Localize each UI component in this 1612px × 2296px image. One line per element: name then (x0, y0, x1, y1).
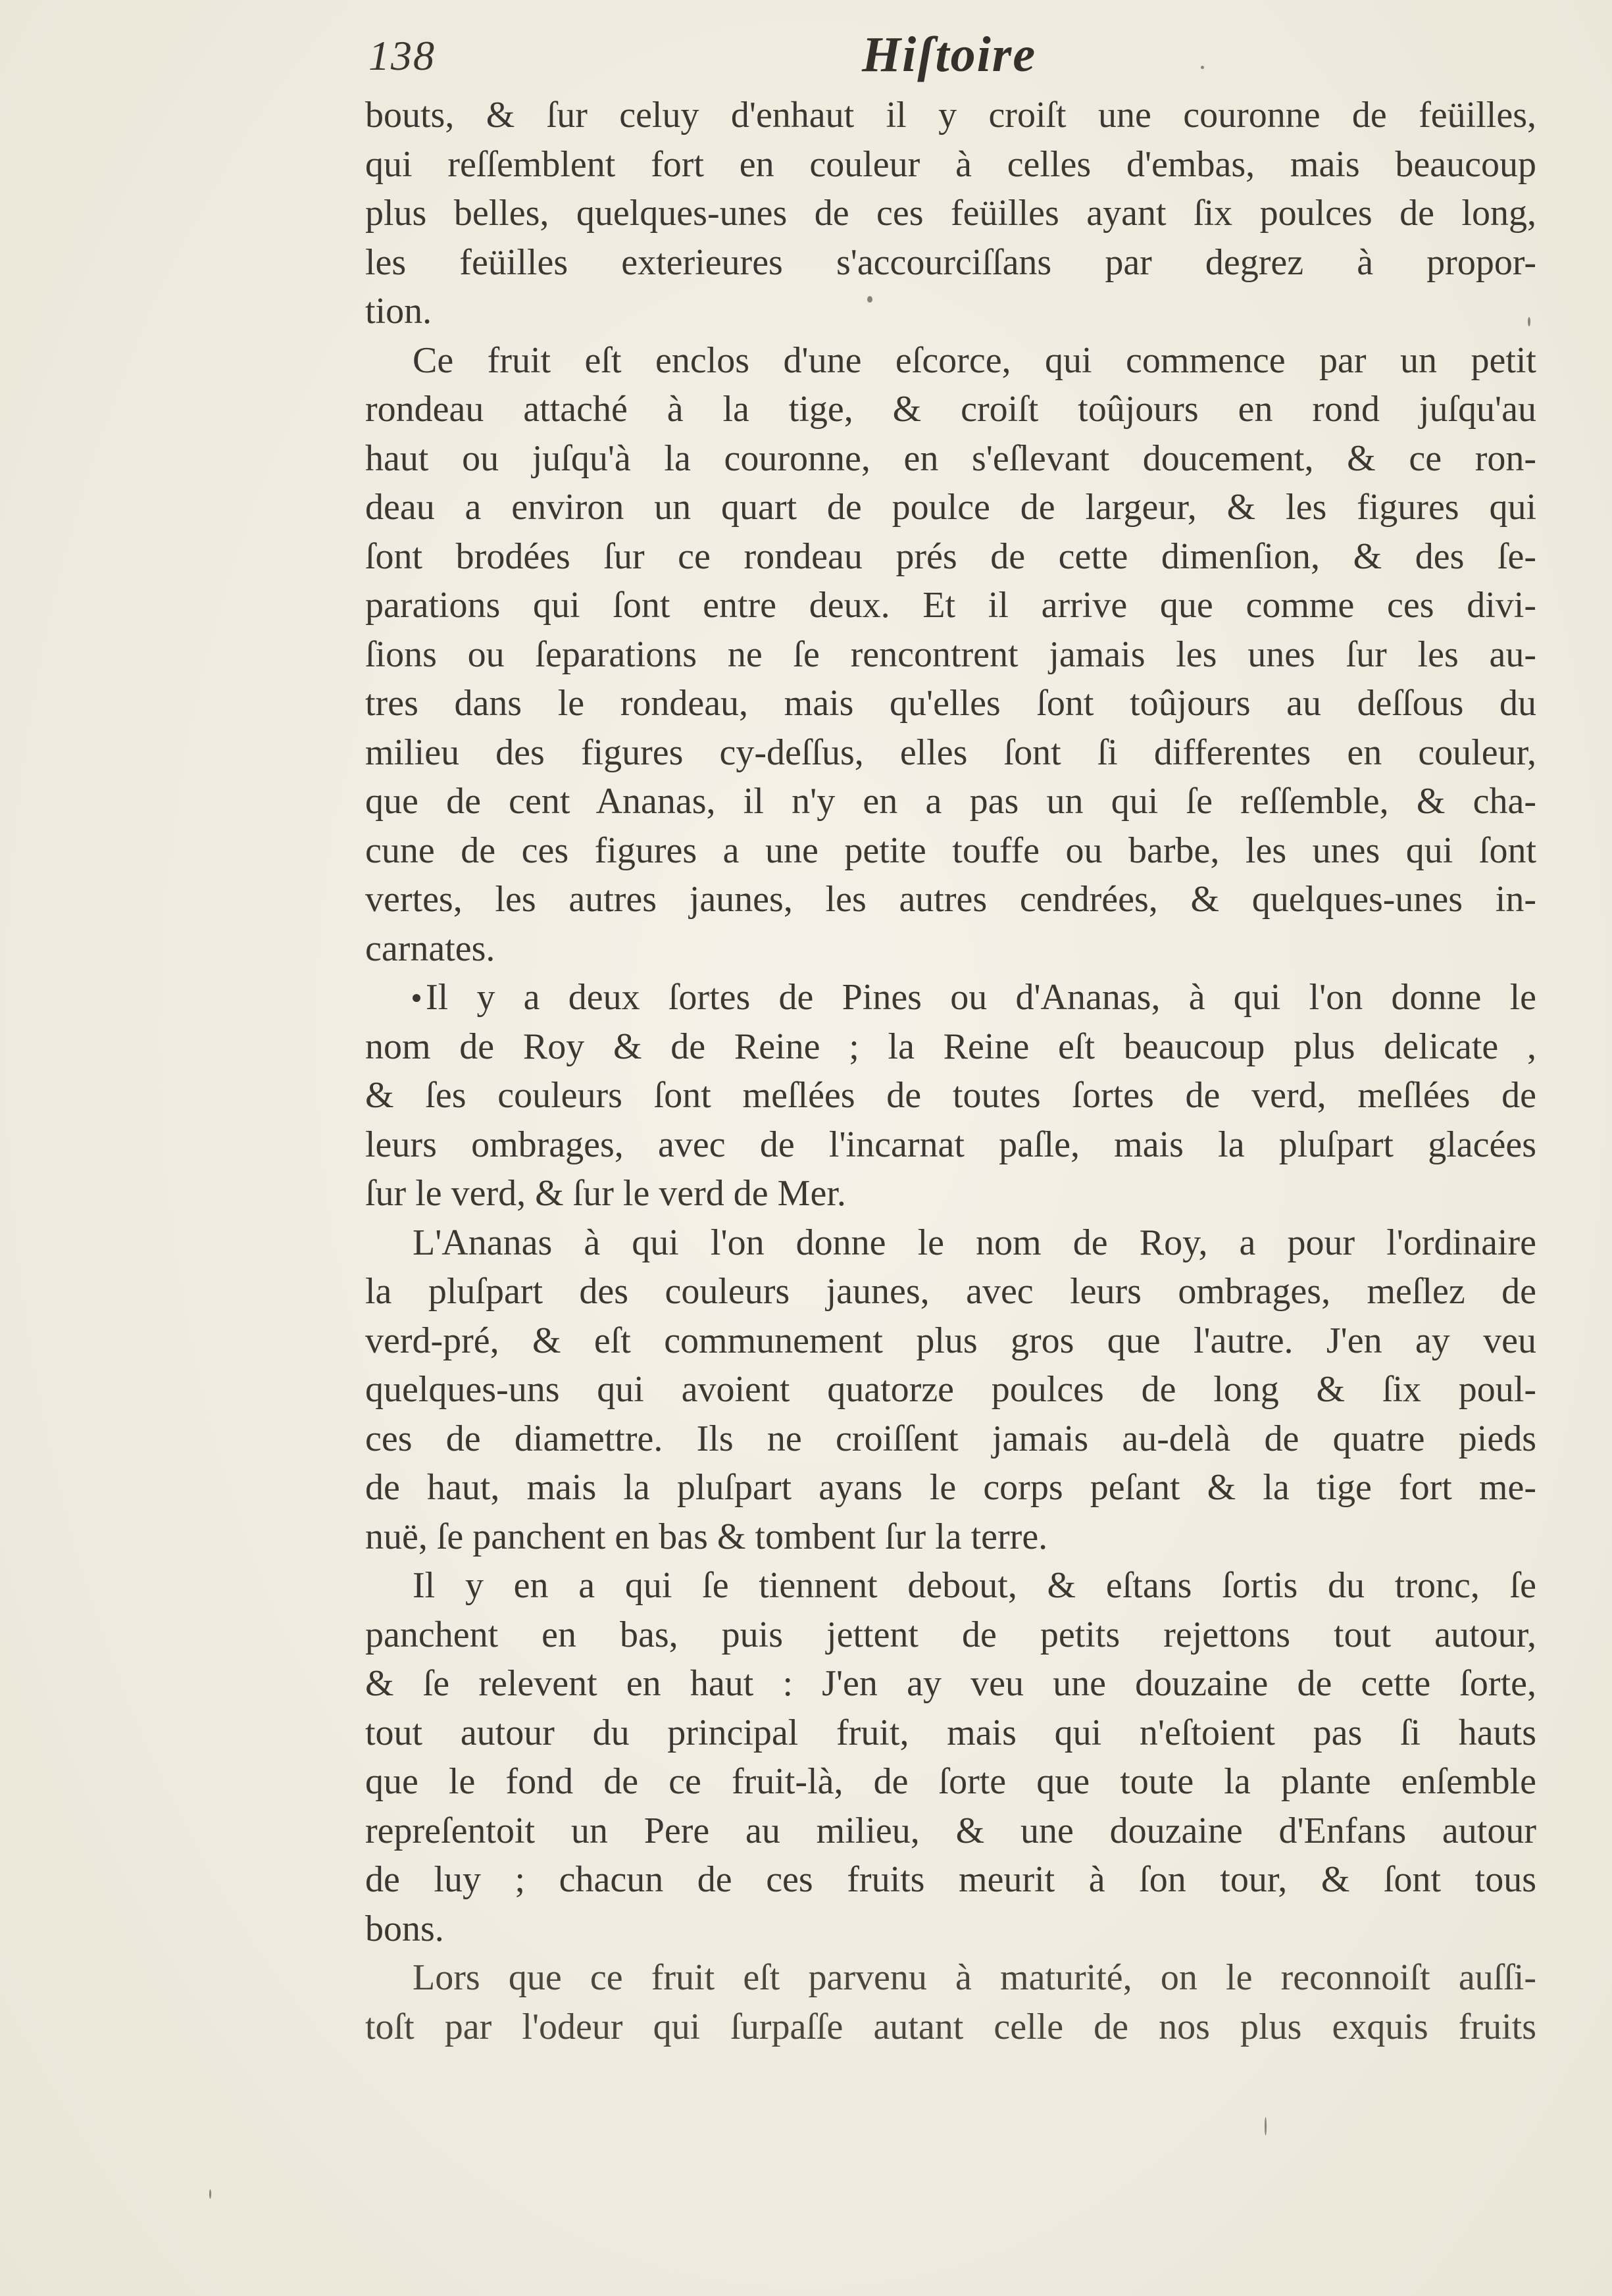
text-line: nom de Roy & de Reine ; la Reine eſt beaucoup plus delicate , (365, 1026, 1536, 1067)
paper-speck (1201, 66, 1204, 69)
text-line: cune de ces figures a une petite touffe ou barbe, les unes qui ſont (365, 830, 1536, 871)
paragraph (365, 91, 1536, 336)
text-line: de haut, mais la pluſpart ayans le corps peſant & la tige fort me- (365, 1467, 1536, 1508)
page-number: 138 (368, 32, 436, 79)
text-line: parations qui ſont entre deux. Et il arrive que comme ces divi- (365, 585, 1536, 626)
text-line: toſt par l'odeur qui ſurpaſſe autant celle de nos plus exquis fruits (365, 2006, 1536, 2047)
text-line: haut ou juſqu'à la couronne, en s'eſlevant doucement, & ce ron- (365, 437, 1536, 479)
text-line: carnates. (365, 928, 495, 969)
body-text (365, 91, 1536, 2051)
running-title: Hiſtoire (862, 27, 1037, 82)
text-line: Lors que ce fruit eſt parvenu à maturité, on le reconnoiſt auſſi- (413, 1957, 1536, 1998)
text-line: ſont brodées ſur ce rondeau prés de cette dimenſion, & des ſe- (365, 536, 1536, 577)
paragraph (365, 1218, 1536, 1562)
text-line: vertes, les autres jaunes, les autres cendrées, & quelques-unes in- (365, 879, 1536, 920)
text-line: quelques-uns qui avoient quatorze poulces de long & ſix poul- (365, 1369, 1536, 1410)
text-line: verd-pré, & eſt communement plus gros que l'autre. J'en ay veu (365, 1320, 1536, 1361)
text-line: repreſentoit un Pere au milieu, & une douzaine d'Enfans autour (365, 1810, 1536, 1851)
text-line: panchent en bas, puis jettent de petits rejettons tout autour, (365, 1614, 1536, 1655)
text-line: deau a environ un quart de poulce de largeur, & les figures qui (365, 487, 1536, 528)
paragraph (365, 973, 1536, 1218)
text-line: tres dans le rondeau, mais qu'elles ſont toûjours au deſſous du (365, 683, 1536, 724)
text-line: Il y en a qui ſe tiennent debout, & eſtans ſortis du tronc, ſe (413, 1565, 1536, 1606)
paper-speck (209, 2189, 211, 2199)
text-line: que de cent Ananas, il n'y en a pas un qui ſe reſſemble, & cha- (365, 781, 1536, 822)
text-line: tout autour du principal fruit, mais qui n'eſtoient pas ſi hauts (365, 1712, 1536, 1753)
text-line: L'Ananas à qui l'on donne le nom de Roy, a pour l'ordinaire (413, 1222, 1536, 1263)
text-line: leurs ombrages, avec de l'incarnat paſle, mais la pluſpart glacées (365, 1124, 1536, 1165)
text-line: bouts, & ſur celuy d'enhaut il y croiſt une couronne de feüilles, (365, 95, 1536, 136)
text-line: & ſes couleurs ſont meſlées de toutes ſortes de verd, meſlées de (365, 1075, 1536, 1116)
text-line: & ſe relevent en haut : J'en ay veu une douzaine de cette ſorte, (365, 1663, 1536, 1704)
text-line: plus belles, quelques-unes de ces feüilles ayant ſix poulces de long, (365, 193, 1536, 234)
text-line: bons. (365, 1908, 444, 1949)
text-line: qui reſſemblent fort en couleur à celles d'embas, mais beaucoup (365, 143, 1536, 185)
text-line: ſions ou ſeparations ne ſe rencontrent jamais les unes ſur les au- (365, 634, 1536, 675)
text-line: tion. (365, 291, 432, 332)
paper-speck (1528, 317, 1530, 326)
paper-speck (867, 296, 872, 303)
bullet-mark (413, 994, 420, 1002)
text-line-with-bullet (365, 973, 1536, 1022)
text-line: ſur le verd, & ſur le verd de Mer. (365, 1173, 846, 1214)
text-line: que le fond de ce fruit-là, de ſorte que toute la plante enſemble (365, 1761, 1536, 1802)
text-line: ces de diamettre. Ils ne croiſſent jamais au-delà de quatre pieds (365, 1418, 1536, 1459)
text-line: Il y a deux ſortes de Pines ou d'Ananas, à qui l'on donne le (426, 977, 1536, 1018)
page-header (368, 26, 1533, 86)
paragraph (365, 1953, 1536, 2051)
paper-speck (1265, 2117, 1267, 2135)
text-line: les feüilles exterieures s'accourciſſans par degrez à propor- (365, 241, 1536, 283)
text-line: rondeau attaché à la tige, & croiſt toûjours en rond juſqu'au (365, 389, 1536, 430)
paragraph (365, 1561, 1536, 1953)
text-line: la pluſpart des couleurs jaunes, avec leurs ombrages, meſlez de (365, 1271, 1536, 1312)
paragraph (365, 336, 1536, 974)
text-line: Ce fruit eſt enclos d'une eſcorce, qui commence par un petit (413, 339, 1536, 381)
text-line: de luy ; chacun de ces fruits meurit à ſon tour, & ſont tous (365, 1859, 1536, 1900)
text-line: nuë, ſe panchent en bas & tombent ſur la terre. (365, 1516, 1048, 1557)
text-line: milieu des figures cy-deſſus, elles ſont ſi differentes en couleur, (365, 732, 1536, 773)
